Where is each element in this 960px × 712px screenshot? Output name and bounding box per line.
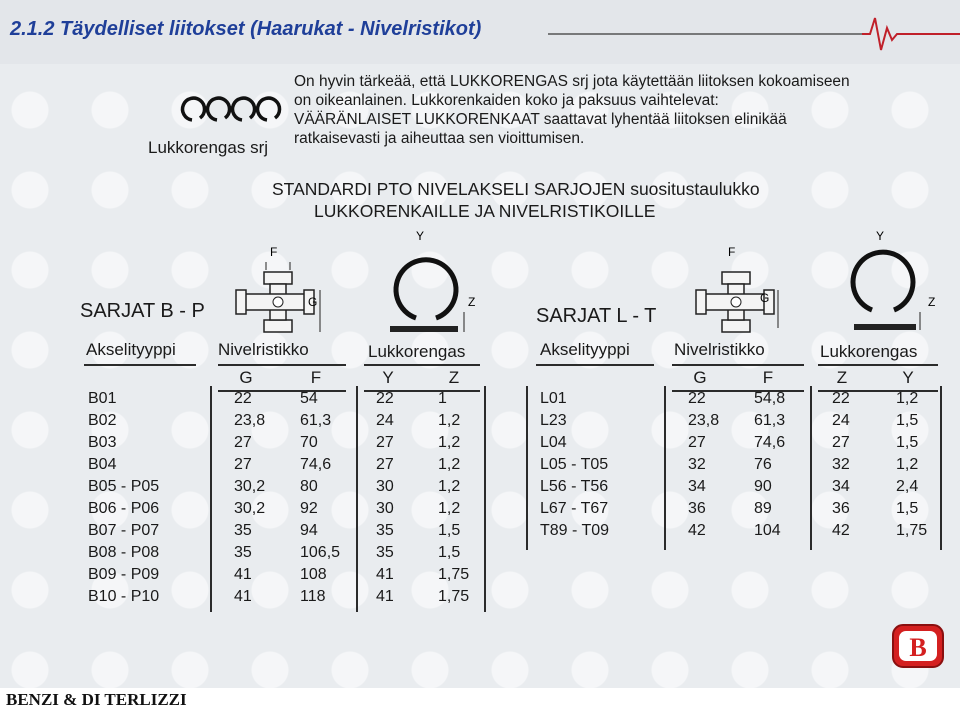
left-row (88, 542, 488, 564)
right-row (540, 476, 950, 498)
left-sub-z: Z (448, 368, 460, 387)
right-row (540, 520, 950, 542)
left-col-ring: Lukkorengas (368, 342, 466, 361)
circlip-rings-icon (172, 92, 287, 132)
intro-text (294, 72, 954, 148)
left-cell-y: 35 (376, 522, 394, 539)
right-cell-g: 23,8 (688, 412, 720, 429)
left-cell-type: B01 (88, 390, 117, 407)
right-table-body (540, 388, 950, 542)
left-cell-g: 27 (234, 456, 252, 473)
left-cell-g: 35 (234, 544, 252, 561)
left-cell-y: 22 (376, 390, 394, 407)
standard-title (272, 178, 760, 222)
left-cell-z: 1,75 (438, 588, 470, 605)
left-cell-f: 118 (300, 588, 326, 605)
right-cell-g: 34 (688, 478, 706, 495)
left-row (88, 498, 488, 520)
right-cell-f: 54,8 (754, 390, 786, 407)
left-cell-y: 41 (376, 566, 394, 583)
right-row (540, 454, 950, 476)
left-cell-type: B08 - P08 (88, 544, 160, 561)
left-row (88, 432, 488, 454)
left-col-shaft: Akselityyppi (86, 340, 176, 359)
left-cell-z: 1,2 (438, 500, 461, 517)
right-cell-type: L05 - T05 (540, 456, 609, 473)
intro-line: on oikeanlainen. Lukkorenkaiden koko ja paksuus vaihtelevat: (294, 92, 719, 109)
left-cell-g: 30,2 (234, 500, 266, 517)
right-cell-type: L01 (540, 390, 567, 407)
left-row (88, 520, 488, 542)
left-sub-y: Y (382, 368, 394, 387)
dim-z-label: Z (928, 295, 936, 309)
right-cell-b: 1,5 (896, 434, 919, 451)
dim-y-label: Y (416, 229, 425, 243)
right-row (540, 432, 950, 454)
right-cell-f: 61,3 (754, 412, 786, 429)
right-cell-f: 76 (754, 456, 772, 473)
left-cell-type: B06 - P06 (88, 500, 160, 517)
right-cell-a: 24 (832, 412, 850, 429)
right-cell-g: 27 (688, 434, 706, 451)
left-cell-f: 108 (300, 566, 327, 583)
left-row (88, 410, 488, 432)
right-col-cross: Nivelristikko (674, 340, 765, 359)
left-cell-z: 1,2 (438, 456, 461, 473)
left-sub-f: F (310, 368, 322, 387)
right-cell-type: L56 - T56 (540, 478, 609, 495)
left-cell-z: 1,2 (438, 412, 461, 429)
right-cell-b: 1,5 (896, 500, 919, 517)
page-title: 2.1.2 Täydelliset liitokset (Haarukat - Nivelristikot) (10, 18, 482, 40)
footer-brand: BENZI & DI TERLIZZI (6, 690, 187, 709)
left-ring-underline (364, 364, 480, 366)
right-row (540, 498, 950, 520)
right-cell-a: 32 (832, 456, 850, 473)
right-cell-type: L23 (540, 412, 567, 429)
left-table-body (88, 388, 488, 608)
right-cell-g: 36 (688, 500, 706, 517)
left-cell-f: 106,5 (300, 544, 341, 561)
left-cell-g: 41 (234, 566, 252, 583)
ring-label: Lukkorengas srj (148, 138, 269, 157)
right-cell-f: 89 (754, 500, 772, 517)
right-cell-g: 22 (688, 390, 706, 407)
logo-letter: B (909, 633, 927, 662)
left-cell-z: 1,5 (438, 544, 461, 561)
left-row (88, 564, 488, 586)
left-cell-f: 92 (300, 500, 318, 517)
left-cell-type: B10 - P10 (88, 588, 160, 605)
left-cell-f: 70 (300, 434, 318, 451)
left-cell-g: 23,8 (234, 412, 266, 429)
left-col-cross: Nivelristikko (218, 340, 309, 359)
right-cell-a: 27 (832, 434, 850, 451)
right-cell-type: L67 - T67 (540, 500, 609, 517)
intro-line: On hyvin tärkeää, että LUKKORENGAS srj jota käytettään liitoksen kokoamiseen (294, 73, 850, 90)
left-sub-g: G (239, 368, 253, 387)
left-cell-f: 74,6 (300, 456, 332, 473)
right-cell-b: 1,2 (896, 390, 919, 407)
left-cell-type: B07 - P07 (88, 522, 160, 539)
left-shaft-underline (84, 364, 196, 366)
left-cell-g: 41 (234, 588, 252, 605)
left-row (88, 454, 488, 476)
right-cell-f: 104 (754, 522, 781, 539)
left-cell-y: 35 (376, 544, 394, 561)
right-cell-b: 1,2 (896, 456, 919, 473)
right-cell-a: 42 (832, 522, 850, 539)
left-cell-g: 30,2 (234, 478, 266, 495)
right-sub-f: F (762, 368, 774, 387)
right-cell-type: T89 - T09 (540, 522, 610, 539)
universal-joint-cross-icon (226, 240, 336, 340)
right-col-ring: Lukkorengas (820, 342, 918, 361)
left-row (88, 388, 488, 410)
left-cell-f: 54 (300, 390, 318, 407)
dim-y-label: Y (876, 229, 885, 243)
right-row (540, 388, 950, 410)
standard-title-line1: STANDARDI PTO NIVELAKSELI SARJOJEN suositustaulukko (272, 179, 760, 199)
right-col-shaft: Akselityyppi (540, 340, 630, 359)
left-cell-z: 1,2 (438, 478, 461, 495)
left-cell-y: 30 (376, 500, 394, 517)
circlip-diagram-icon (370, 226, 490, 338)
right-cell-a: 36 (832, 500, 850, 517)
right-cell-g: 42 (688, 522, 706, 539)
left-cell-y: 27 (376, 434, 394, 451)
left-cell-f: 80 (300, 478, 318, 495)
left-cell-z: 1,5 (438, 522, 461, 539)
left-row (88, 476, 488, 498)
left-cell-y: 27 (376, 456, 394, 473)
intro-line: VÄÄRÄNLAISET LUKKORENKAAT saattavat lyhentää liitoksen elinikää (294, 111, 787, 128)
brand-logo-icon (890, 622, 946, 670)
left-cell-type: B09 - P09 (88, 566, 160, 583)
right-cell-type: L04 (540, 434, 567, 451)
right-sub-z: Z (836, 368, 848, 387)
right-row (540, 410, 950, 432)
right-cell-f: 74,6 (754, 434, 786, 451)
dim-f-label: F (728, 245, 736, 259)
right-sub-g: G (693, 368, 707, 387)
pulse-line-icon (0, 0, 960, 60)
left-cell-type: B02 (88, 412, 117, 429)
left-cell-f: 94 (300, 522, 318, 539)
left-cell-z: 1,75 (438, 566, 470, 583)
right-cell-a: 22 (832, 390, 850, 407)
right-series-title: SARJAT L - T (536, 305, 657, 327)
left-cell-g: 27 (234, 434, 252, 451)
left-cell-type: B03 (88, 434, 117, 451)
left-cell-type: B05 - P05 (88, 478, 160, 495)
circlip-diagram-icon-2 (850, 226, 960, 338)
dim-g-label: G (308, 295, 318, 309)
dim-g-label: G (760, 291, 770, 305)
left-cell-f: 61,3 (300, 412, 332, 429)
right-shaft-underline (536, 364, 654, 366)
intro-line: ratkaisevasti ja aiheuttaa sen vioittumisen. (294, 130, 585, 147)
right-cell-a: 34 (832, 478, 850, 495)
right-divider-0 (526, 386, 528, 550)
right-cell-f: 90 (754, 478, 772, 495)
left-cell-z: 1 (438, 390, 447, 407)
left-row (88, 586, 488, 608)
dim-f-label: F (270, 245, 278, 259)
left-cell-z: 1,2 (438, 434, 461, 451)
dim-z-label: Z (468, 295, 476, 309)
standard-title-line2: LUKKORENKAILLE JA NIVELRISTIKOILLE (314, 201, 656, 221)
left-cell-y: 24 (376, 412, 394, 429)
right-cell-g: 32 (688, 456, 706, 473)
left-cell-y: 41 (376, 588, 394, 605)
left-cross-underline (218, 364, 346, 366)
universal-joint-cross-icon-2 (688, 240, 798, 340)
left-cell-g: 22 (234, 390, 252, 407)
right-cell-b: 2,4 (896, 478, 919, 495)
right-sub-y: Y (902, 368, 914, 387)
right-cell-b: 1,75 (896, 522, 928, 539)
right-cross-underline (672, 364, 804, 366)
right-cell-b: 1,5 (896, 412, 919, 429)
left-cell-type: B04 (88, 456, 117, 473)
left-cell-y: 30 (376, 478, 394, 495)
right-ring-underline (818, 364, 938, 366)
left-cell-g: 35 (234, 522, 252, 539)
left-series-title: SARJAT B - P (80, 300, 205, 322)
